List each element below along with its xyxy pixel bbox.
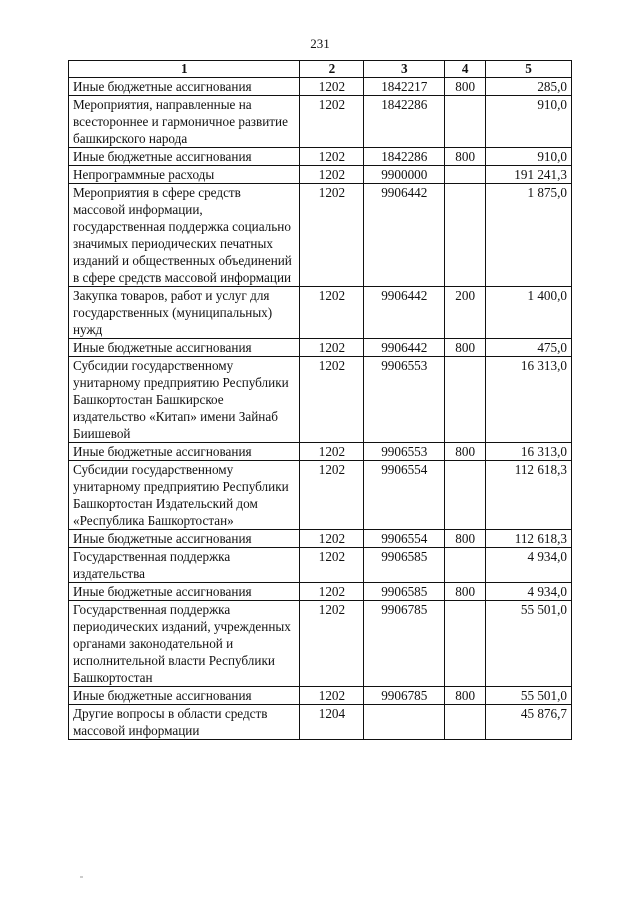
row-expense-type: 800 [445, 583, 486, 601]
row-name: Иные бюджетные ассигнования [69, 339, 300, 357]
row-expense-type [445, 184, 486, 287]
row-amount: 191 241,3 [486, 166, 572, 184]
row-name: Мероприятия в сфере средств массовой информации, государственная поддержка социально значимых периодических печатных изданий и общественных объединений в сфере средств массовой информации [69, 184, 300, 287]
row-name: Субсидии государственному унитарному предприятию Республики Башкортостан Издательский дом «Республика Башкортостан» [69, 461, 300, 530]
row-amount: 112 618,3 [486, 461, 572, 530]
row-name: Другие вопросы в области средств массовой информации [69, 705, 300, 740]
table-row [69, 530, 572, 548]
row-section-code: 1202 [300, 601, 364, 687]
row-expense-type: 800 [445, 339, 486, 357]
row-target-code: 1842286 [364, 96, 445, 148]
row-expense-type: 200 [445, 287, 486, 339]
row-section-code: 1202 [300, 461, 364, 530]
table-row [69, 96, 572, 148]
page-number: 231 [310, 36, 330, 51]
table-row [69, 443, 572, 461]
row-target-code: 9906442 [364, 339, 445, 357]
row-name: Иные бюджетные ассигнования [69, 148, 300, 166]
header-col-3: 3 [364, 61, 445, 78]
row-target-code: 9906442 [364, 184, 445, 287]
row-target-code: 9906554 [364, 461, 445, 530]
row-target-code: 9906554 [364, 530, 445, 548]
row-amount: 910,0 [486, 148, 572, 166]
row-amount: 285,0 [486, 78, 572, 96]
row-section-code: 1202 [300, 530, 364, 548]
row-amount: 55 501,0 [486, 601, 572, 687]
row-name: Субсидии государственному унитарному предприятию Республики Башкортостан Башкирское издательство «Китап» имени Зайнаб Биишевой [69, 357, 300, 443]
row-amount: 55 501,0 [486, 687, 572, 705]
table-row [69, 166, 572, 184]
row-target-code: 9906553 [364, 443, 445, 461]
table-row [69, 705, 572, 740]
row-expense-type: 800 [445, 443, 486, 461]
row-section-code: 1202 [300, 357, 364, 443]
row-expense-type: 800 [445, 530, 486, 548]
header-col-1: 1 [69, 61, 300, 78]
table-row [69, 548, 572, 583]
row-amount: 910,0 [486, 96, 572, 148]
row-amount: 1 400,0 [486, 287, 572, 339]
row-section-code: 1202 [300, 78, 364, 96]
row-expense-type [445, 357, 486, 443]
row-section-code: 1202 [300, 583, 364, 601]
row-section-code: 1202 [300, 148, 364, 166]
row-section-code: 1202 [300, 687, 364, 705]
row-amount: 4 934,0 [486, 583, 572, 601]
table-row [69, 583, 572, 601]
row-name: Иные бюджетные ассигнования [69, 687, 300, 705]
row-expense-type: 800 [445, 148, 486, 166]
row-expense-type [445, 166, 486, 184]
row-section-code: 1204 [300, 705, 364, 740]
row-section-code: 1202 [300, 443, 364, 461]
row-name: Закупка товаров, работ и услуг для государственных (муниципальных) нужд [69, 287, 300, 339]
row-expense-type: 800 [445, 687, 486, 705]
row-amount: 112 618,3 [486, 530, 572, 548]
row-section-code: 1202 [300, 166, 364, 184]
table-row [69, 461, 572, 530]
row-expense-type [445, 461, 486, 530]
row-expense-type [445, 96, 486, 148]
budget-table [68, 60, 572, 740]
row-name: Государственная поддержка периодических изданий, учрежденных органами законодательной и исполнительной власти Республики Башкортостан [69, 601, 300, 687]
table-row [69, 148, 572, 166]
row-amount: 4 934,0 [486, 548, 572, 583]
row-expense-type: 800 [445, 78, 486, 96]
table-header-row [69, 61, 572, 78]
row-name: Иные бюджетные ассигнования [69, 78, 300, 96]
row-name: Непрограммные расходы [69, 166, 300, 184]
table-row [69, 184, 572, 287]
row-target-code [364, 705, 445, 740]
row-target-code: 9906585 [364, 548, 445, 583]
row-name: Иные бюджетные ассигнования [69, 530, 300, 548]
row-name: Государственная поддержка издательства [69, 548, 300, 583]
row-expense-type [445, 548, 486, 583]
row-target-code: 9906585 [364, 583, 445, 601]
row-name: Иные бюджетные ассигнования [69, 443, 300, 461]
table-row [69, 339, 572, 357]
scan-speck [80, 876, 83, 878]
row-expense-type [445, 601, 486, 687]
row-amount: 16 313,0 [486, 443, 572, 461]
table-row [69, 287, 572, 339]
row-target-code: 1842286 [364, 148, 445, 166]
row-section-code: 1202 [300, 96, 364, 148]
row-target-code: 1842217 [364, 78, 445, 96]
row-section-code: 1202 [300, 339, 364, 357]
row-target-code: 9906553 [364, 357, 445, 443]
table-row [69, 687, 572, 705]
row-target-code: 9906442 [364, 287, 445, 339]
row-amount: 16 313,0 [486, 357, 572, 443]
header-col-5: 5 [486, 61, 572, 78]
row-section-code: 1202 [300, 287, 364, 339]
row-expense-type [445, 705, 486, 740]
row-amount: 45 876,7 [486, 705, 572, 740]
row-target-code: 9906785 [364, 601, 445, 687]
table-row [69, 357, 572, 443]
header-col-4: 4 [445, 61, 486, 78]
row-name: Иные бюджетные ассигнования [69, 583, 300, 601]
row-target-code: 9900000 [364, 166, 445, 184]
row-amount: 1 875,0 [486, 184, 572, 287]
row-target-code: 9906785 [364, 687, 445, 705]
table-row [69, 78, 572, 96]
table-row [69, 601, 572, 687]
row-amount: 475,0 [486, 339, 572, 357]
row-section-code: 1202 [300, 548, 364, 583]
row-name: Мероприятия, направленные на всестороннее и гармоничное развитие башкирского народа [69, 96, 300, 148]
row-section-code: 1202 [300, 184, 364, 287]
header-col-2: 2 [300, 61, 364, 78]
